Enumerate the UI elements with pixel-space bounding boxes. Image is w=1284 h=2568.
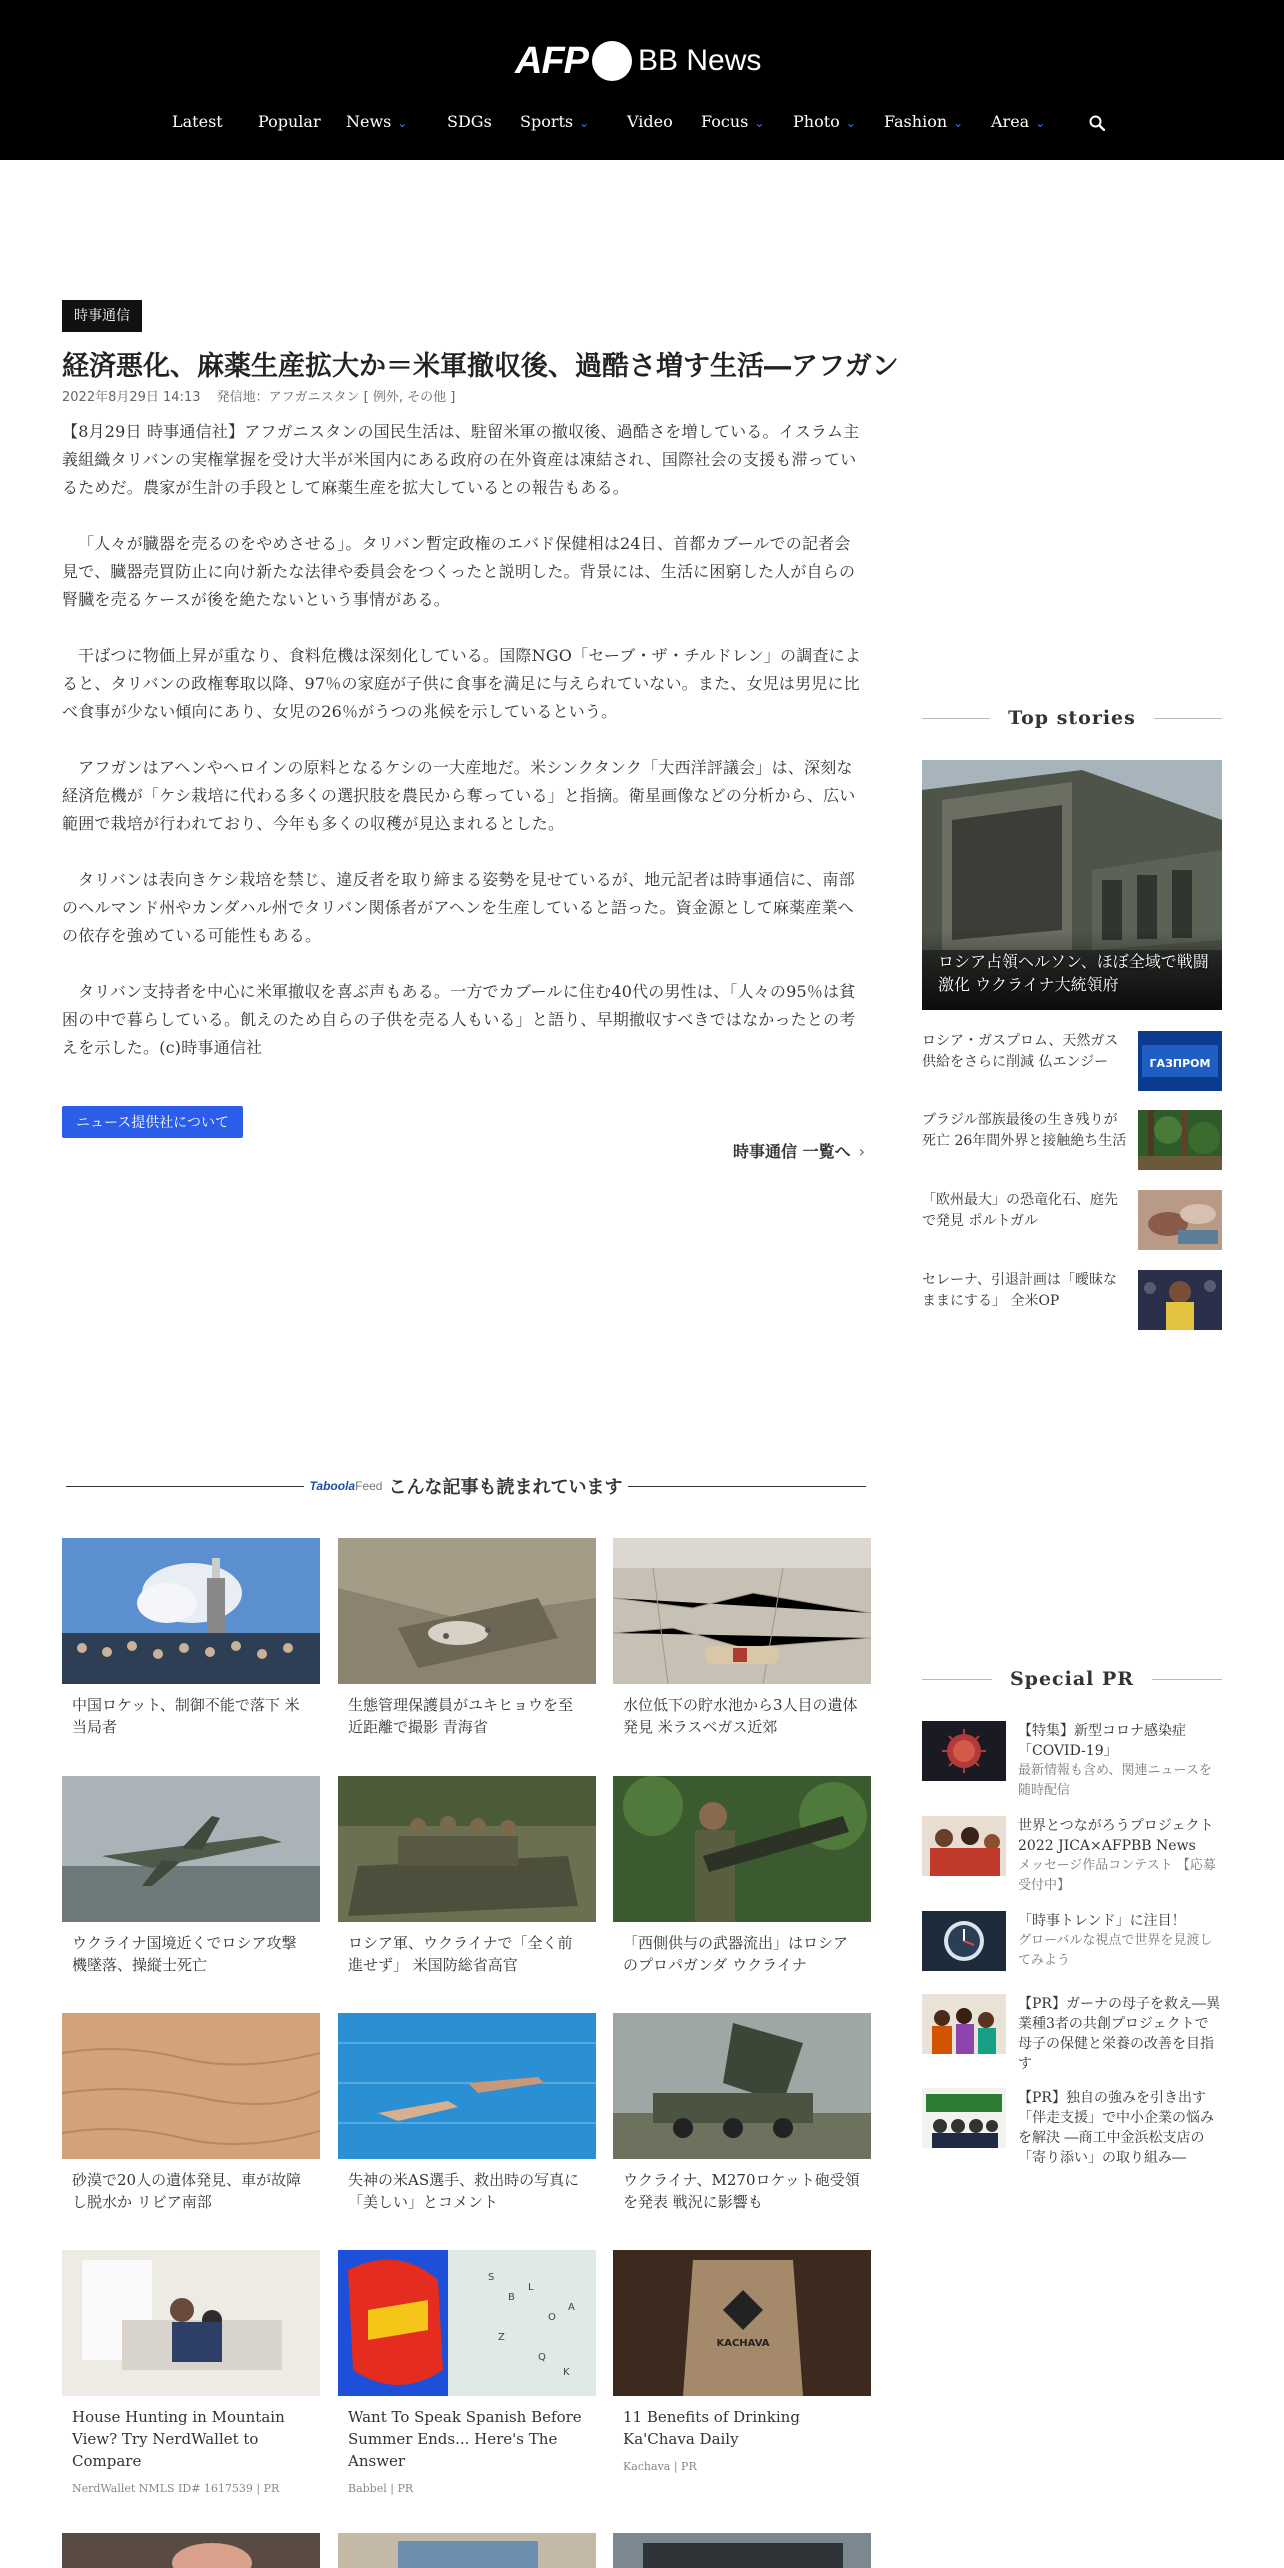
news-provider-button[interactable]: ニュース提供社について [62,1106,243,1138]
nav-label: Popular [258,112,321,131]
pr-text [1018,1721,1222,1801]
feed-card-source: Babbel | PR [348,2482,414,2495]
feed-card[interactable] [62,2013,320,2213]
category-badge[interactable]: 時事通信 [62,300,142,332]
pr-text [1018,1816,1222,1896]
feed-card-title: ロシア軍、ウクライナで「全く前進せず」 米国防総省高官 [348,1934,573,1974]
chevron-down-icon: ⌄ [754,116,765,130]
feed-card-sponsored[interactable] [62,2250,320,2495]
divider [922,718,990,719]
feed-card[interactable] [338,2013,596,2213]
pr-thumbnail [922,1721,1006,1781]
feed-card-image [338,2013,596,2159]
chevron-down-icon: ⌄ [953,116,964,130]
feed-card[interactable] [62,2533,320,2568]
feed-card[interactable] [613,2013,871,2213]
chevron-down-icon: ⌄ [397,116,408,130]
pr-text [1018,1911,1222,1971]
svg-text:B: B [508,2292,515,2303]
feed-card[interactable] [613,1776,871,1976]
pr-thumbnail [922,1816,1006,1876]
feed-card-image [62,2250,320,2396]
feed-card-title: Want To Speak Spanish Before Summer Ends... Here's The Answer [348,2408,582,2470]
svg-text:L: L [528,2282,534,2293]
svg-text:K: K [563,2367,570,2378]
feed-card-image [62,1538,320,1684]
divider [628,1486,866,1487]
feed-card[interactable] [62,1776,320,1976]
top-story-thumbnail [1138,1270,1222,1330]
feed-card-title: 中国ロケット、制御不能で落下 米当局者 [72,1696,300,1736]
chevron-down-icon: ⌄ [579,116,590,130]
article-title: 経済悪化、麻薬生産拡大か＝米軍撤収後、過酷さ増す生活―アフガン [62,351,899,382]
nav-photo[interactable] [793,112,856,131]
article-paragraph: 【8月29日 時事通信社】アフガニスタンの国民生活は、駐留米軍の撤収後、過酷さを増している。イスラム主義組織タリバンの実権掌握を受け大半が米国内にある政府の在外資産は凍結され、国際社会の支援も滞っているためだ。農家が生計の手段として麻薬生産を拡大しているとの報告もある。 [62,422,860,497]
top-story-title: 「欧州最大」の恐竜化石、庭先で発見 ポルトガル [922,1192,1118,1229]
feed-card-source: Kachava | PR [623,2460,697,2473]
feed-card-image [613,2533,871,2568]
feed-card-image [613,1538,871,1684]
top-stories-title: Top stories [1008,707,1136,729]
pr-desc: メッセージ作品コンテスト 【応募受付中】 [1018,1858,1216,1893]
pr-desc: グローバルな視点で世界を見渡してみよう [1018,1933,1213,1968]
top-stories-header [922,706,1222,730]
divider [1152,1679,1222,1680]
nav-label: Fashion [884,112,948,131]
feed-card[interactable] [62,1538,320,1738]
feed-card-image [338,1776,596,1922]
nav-label: Sports [520,112,574,131]
chevron-down-icon: ⌄ [845,116,856,130]
nav-fashion[interactable] [884,112,963,131]
svg-text:Q: Q [538,2352,546,2363]
pr-desc: 最新情報も含め、関連ニュースを随時配信 [1018,1763,1212,1798]
nav-label: Video [627,112,673,131]
top-story-feature[interactable] [922,760,1222,1010]
top-story-item[interactable] [922,1110,1222,1172]
feed-card-source: NerdWallet NMLS ID# 1617539 | PR [72,2482,280,2495]
pr-title: 「時事トレンド」に注目！ [1018,1913,1186,1929]
svg-text:Z: Z [498,2332,505,2343]
taboola-title: こんな記事も読まれています [388,1477,623,1498]
feed-card-image [613,2250,871,2396]
logo-afp: AFP [515,39,588,82]
nav-news[interactable] [346,112,407,131]
article-paragraph: タリバン支持者を中心に米軍撤収を喜ぶ声もある。一方でカブールに住む40代の男性は、「人々の95％は貧困の中で暮らしている。飢えのため自らの子供を売る人もいる」と語り、早期撤収すべきではなかったとの考えを示した。(c)時事通信社 [62,982,856,1057]
top-story-item[interactable] [922,1190,1222,1252]
article-paragraph: タリバンは表向きケシ栽培を禁じ、違反者を取り締まる姿勢を見せているが、地元記者は時事通信に、南部のヘルマンド州やカンダハル州でタリバン関係者がアヘンを生産していると語った。資金源として麻薬産業への依存を強めている可能性もある。 [62,870,855,945]
article-paragraph: 「人々が臓器を売るのをやめさせる」。タリバン暫定政権のエバド保健相は24日、首都カブールでの記者会見で、臓器売買防止に向け新たな法律や委員会をつくったと説明した。背景には、生活に困窮した人が自らの腎臓を売るケースが後を絶たないという事情がある。 [62,534,856,609]
feed-card-title: ウクライナ国境近くでロシア攻撃機墜落、操縦士死亡 [72,1934,297,1974]
feed-card-title: 11 Benefits of Drinking Ka'Chava Daily [623,2408,800,2448]
search-icon[interactable] [1089,115,1105,131]
feed-card-title: House Hunting in Mountain View? Try NerdWallet to Compare [72,2408,285,2470]
article-paragraph: アフガンはアヘンやヘロインの原料となるケシの一大産地だ。米シンクタンク「大西洋評議会」は、深刻な経済危機が「ケシ栽培に代わる多くの選択肢を農民から奪っている」と指摘。衛星画像などの分析から、広い範囲で栽培が行われており、今年も多くの収穫が見込まれるとした。 [62,758,856,833]
feed-card-image [62,2013,320,2159]
nav-focus[interactable] [701,112,764,131]
svg-text:ГАЗПРОМ: ГАЗПРОМ [1149,1057,1211,1070]
feed-card-image [62,1776,320,1922]
nav-sdgs[interactable] [447,112,492,131]
feed-card-title: 生態管理保護員がユキヒョウを至近距離で撮影 青海省 [348,1696,574,1736]
nav-popular[interactable] [258,112,321,131]
feed-card-image [338,1538,596,1684]
pr-text [1018,1994,1222,2074]
feed-card-sponsored[interactable] [613,2250,871,2473]
divider [922,1679,992,1680]
nav-label: Focus [701,112,749,131]
feed-card-title: ウクライナ、M270ロケット砲受領を発表 戦況に影響も [623,2171,860,2211]
nav-label: News [346,112,392,131]
feed-card[interactable] [338,1776,596,1976]
feed-card-title: 「西側供与の武器流出」はロシアのプロパガンダ ウクライナ [623,1934,849,1974]
nav-video[interactable] [627,112,673,131]
top-story-item[interactable] [922,1031,1222,1093]
nav-label: Latest [172,112,223,131]
top-story-title: ブラジル部族最後の生き残りが死亡 26年間外界と接触絶ち生活 [922,1112,1127,1149]
logo-bb-news: BB News [638,44,762,77]
svg-text:A: A [568,2302,575,2313]
feed-card-image [338,2533,596,2568]
pr-thumbnail [922,1994,1006,2054]
nav-sports[interactable] [520,112,589,131]
top-story-title: ロシア・ガスプロム、天然ガス供給をさらに削減 仏エンジー [922,1033,1119,1070]
top-story-caption: ロシア占領ヘルソン、ほぼ全域で戦闘激化 ウクライナ大統領府 [938,952,1209,994]
feed-card-sponsored[interactable] [338,2250,596,2495]
nav-latest[interactable] [172,112,223,131]
feed-card[interactable] [613,2533,871,2568]
feed-card-image [62,2533,320,2568]
top-story-thumbnail [1138,1110,1222,1170]
taboola-feed-label: Feed [355,1479,383,1493]
taboola-header [66,1474,866,1498]
taboola-logo[interactable]: Taboola [309,1479,356,1493]
provider-list-link[interactable] [733,1139,865,1162]
special-pr-title: Special PR [1009,1668,1135,1690]
feed-card-image [613,1776,871,1922]
article-meta [62,386,467,405]
provider-list-label: 時事通信 一覧へ [733,1142,851,1161]
site-logo[interactable] [515,36,761,86]
article-location: 発信地：アフガニスタン [ 例外, その他 ] [216,390,456,405]
top-story-thumbnail [1138,1190,1222,1250]
top-story-title: セレーナ、引退計画は「曖昧なままにする」 全米OP [922,1272,1118,1309]
article-date: 2022年8月29日 14:13 [62,390,201,405]
chevron-down-icon: ⌄ [1035,116,1046,130]
chevron-right-icon: › [858,1142,865,1161]
pr-title: 【特集】新型コロナ感染症「COVID-19」 [1018,1723,1186,1759]
feed-card-title: 失神の米AS選手、救出時の写真に「美しい」とコメント [348,2171,580,2211]
divider [1154,718,1222,719]
feed-card-image [613,2013,871,2159]
pr-text [1018,2088,1222,2168]
top-story-item[interactable] [922,1270,1222,1332]
feed-card-title: 水位低下の貯水池から3人目の遺体発見 米ラスベガス近郊 [623,1696,858,1736]
svg-text:O: O [548,2312,556,2323]
logo-circle [592,41,632,81]
article-paragraph: 干ばつに物価上昇が重なり、食料危機は深刻化している。国際NGO「セーブ・ザ・チルドレン」の調査によると、タリバンの政権奪取以降、97％の家庭が子供に食事を満足に与えられていない。また、女児は男児に比べ食事が少ない傾向にあり、女児の26％がうつの兆候を示しているという。 [62,646,862,721]
svg-text:S: S [488,2272,495,2283]
pr-title: 【PR】独自の強みを引き出す「伴走支援」で中小企業の悩みを解決 ―商工中金浜松支店の「寄り添い」の取り組み― [1018,2090,1214,2166]
nav-label: SDGs [447,112,492,131]
pr-title: 世界とつながろうプロジェクト2022 JICA×AFPBB News [1018,1818,1214,1854]
feed-card-image [338,2250,596,2396]
nav-label: Photo [793,112,840,131]
article-body [62,418,862,1090]
svg-text:KACHAVA: KACHAVA [716,2338,770,2349]
nav-label: Area [991,112,1030,131]
special-pr-header [922,1667,1222,1691]
feed-card[interactable] [338,1538,596,1738]
top-story-thumbnail [1138,1031,1222,1091]
divider [66,1486,304,1487]
feed-card-title: 砂漠で20人の遺体発見、車が故障し脱水か リビア南部 [72,2171,302,2211]
site-header [0,0,1284,160]
feed-card[interactable] [613,1538,871,1738]
pr-thumbnail [922,1911,1006,1971]
feed-card[interactable] [338,2533,596,2568]
nav-area[interactable] [991,112,1045,131]
pr-thumbnail [922,2088,1006,2148]
pr-title: 【PR】ガーナの母子を救え―異業種3者の共創プロジェクトで母子の保健と栄養の改善を目指す [1018,1996,1220,2072]
